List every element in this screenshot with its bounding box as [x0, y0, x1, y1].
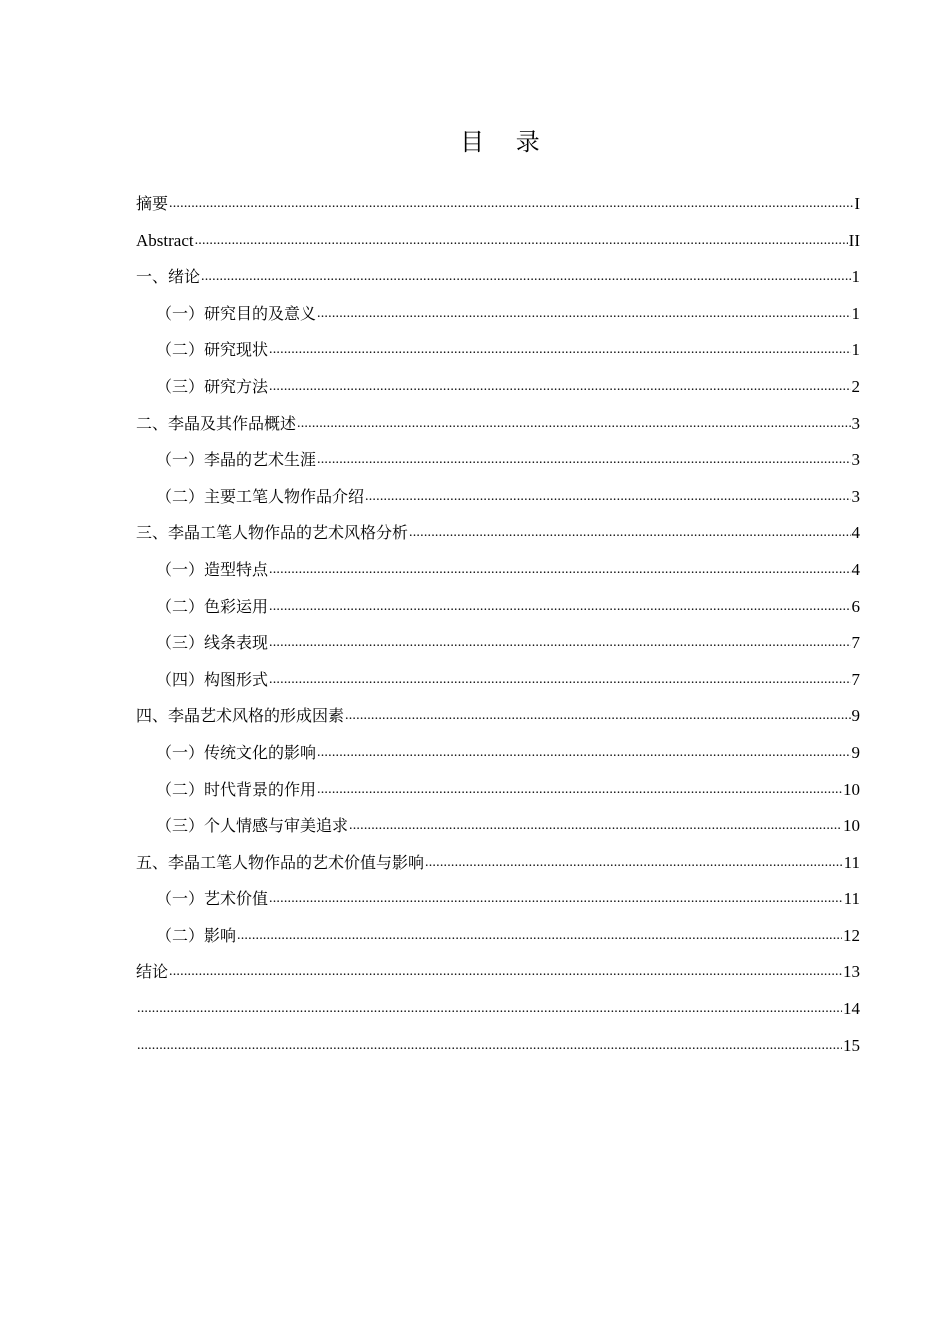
toc-entry-label: （三）个人情感与审美追求	[156, 816, 349, 836]
toc-entry-label: （一）造型特点	[156, 559, 269, 579]
toc-dot-leader	[365, 479, 850, 516]
toc-entry[interactable]	[136, 845, 860, 882]
toc-page-number: 7	[851, 669, 860, 689]
toc-entry[interactable]	[136, 1028, 860, 1065]
toc-dot-leader	[317, 442, 850, 479]
toc-dot-leader	[317, 735, 850, 772]
toc-entry[interactable]	[136, 589, 860, 626]
toc-entry-label: 三、李晶工笔人物作品的艺术风格分析	[136, 523, 409, 543]
toc-dot-leader	[169, 186, 853, 223]
toc-page-number: 11	[843, 889, 860, 909]
toc-entry-label: （一）李晶的艺术生涯	[156, 450, 317, 470]
toc-page-number: 1	[851, 267, 860, 287]
toc-entry-label: 一、绪论	[136, 267, 201, 287]
toc-entry[interactable]	[136, 991, 860, 1028]
toc-entry-label: （二）主要工笔人物作品介绍	[156, 486, 365, 506]
toc-entry[interactable]	[136, 808, 860, 845]
toc-dot-leader	[269, 662, 850, 699]
toc-page-number: 11	[843, 852, 860, 872]
toc-entry[interactable]	[136, 406, 860, 443]
toc-page-number: 3	[851, 450, 860, 470]
toc-page-number: 13	[843, 962, 860, 982]
toc-entry-label: （二）色彩运用	[156, 596, 269, 616]
toc-entry-label: Abstract	[136, 230, 194, 250]
toc-entry[interactable]	[136, 662, 860, 699]
toc-entry[interactable]	[136, 625, 860, 662]
toc-dot-leader	[317, 296, 850, 333]
toc-entry[interactable]	[136, 186, 860, 223]
toc-page-number: I	[854, 194, 860, 213]
toc-page-number: 4	[851, 559, 860, 579]
toc-page-number: II	[848, 230, 860, 250]
toc-entry-label: （二）时代背景的作用	[156, 779, 317, 799]
toc-page-number: 1	[851, 340, 860, 360]
toc-entry[interactable]	[136, 442, 860, 479]
toc-dot-leader	[269, 881, 843, 918]
toc-dot-leader	[297, 406, 850, 443]
toc-entry-label: 四、李晶艺术风格的形成因素	[136, 706, 345, 726]
toc-page-number: 10	[843, 779, 860, 799]
toc-page-number: 4	[851, 523, 860, 543]
toc-entry-label: （三）线条表现	[156, 633, 269, 653]
toc-entry[interactable]	[136, 954, 860, 991]
toc-dot-leader	[269, 552, 850, 589]
toc-entry[interactable]	[136, 881, 860, 918]
toc-entry-label: 二、李晶及其作品概述	[136, 413, 297, 433]
toc-page-number: 1	[851, 303, 860, 323]
toc-entry-label: （一）传统文化的影响	[156, 742, 317, 762]
toc-dot-leader	[269, 589, 850, 626]
toc-entry[interactable]	[136, 259, 860, 296]
toc-dot-leader	[349, 808, 842, 845]
toc-entry[interactable]	[136, 369, 860, 406]
toc-page-number: 3	[851, 486, 860, 506]
toc-page-number: 7	[851, 633, 860, 653]
toc-dot-leader	[137, 991, 842, 1028]
toc-page-number: 6	[851, 596, 860, 616]
toc-entry[interactable]	[136, 332, 860, 369]
toc-page-number: 15	[843, 1035, 860, 1055]
toc-entry[interactable]	[136, 918, 860, 955]
toc-dot-leader	[137, 1028, 842, 1065]
toc-entry[interactable]	[136, 735, 860, 772]
toc-entry[interactable]	[136, 223, 860, 260]
toc-entry-label: （一）研究目的及意义	[156, 303, 317, 323]
toc-page-number: 12	[843, 925, 860, 945]
toc-entry-label: （四）构图形式	[156, 669, 269, 689]
toc-dot-leader	[269, 625, 850, 662]
page-title: 目 录	[460, 128, 552, 156]
toc-entry-label: 五、李晶工笔人物作品的艺术价值与影响	[136, 852, 425, 872]
toc-dot-leader	[425, 845, 843, 882]
toc-page-number: 9	[851, 742, 860, 762]
table-of-contents	[136, 186, 860, 1064]
toc-entry-label: （二）影响	[156, 925, 237, 945]
toc-dot-leader	[269, 369, 850, 406]
toc-page-number: 2	[851, 376, 860, 396]
toc-page-number: 14	[843, 999, 860, 1019]
toc-entry-label: （二）研究现状	[156, 340, 269, 360]
toc-entry-label: 结论	[136, 962, 169, 982]
toc-entry[interactable]	[136, 698, 860, 735]
toc-page-number: 9	[851, 706, 860, 726]
toc-entry-label: （一）艺术价值	[156, 889, 269, 909]
toc-page-number: 10	[843, 816, 860, 836]
toc-entry-label: （三）研究方法	[156, 376, 269, 396]
toc-dot-leader	[201, 259, 850, 296]
toc-entry[interactable]	[136, 552, 860, 589]
toc-dot-leader	[317, 772, 842, 809]
toc-entry[interactable]	[136, 515, 860, 552]
toc-dot-leader	[195, 223, 848, 260]
toc-dot-leader	[169, 954, 842, 991]
toc-dot-leader	[237, 918, 842, 955]
toc-entry[interactable]	[136, 479, 860, 516]
toc-page-number: 3	[851, 413, 860, 433]
toc-dot-leader	[269, 332, 850, 369]
toc-entry-label: 摘要	[136, 194, 169, 213]
toc-dot-leader	[345, 698, 850, 735]
toc-entry[interactable]	[136, 772, 860, 809]
toc-dot-leader	[409, 515, 850, 552]
toc-entry[interactable]	[136, 296, 860, 333]
